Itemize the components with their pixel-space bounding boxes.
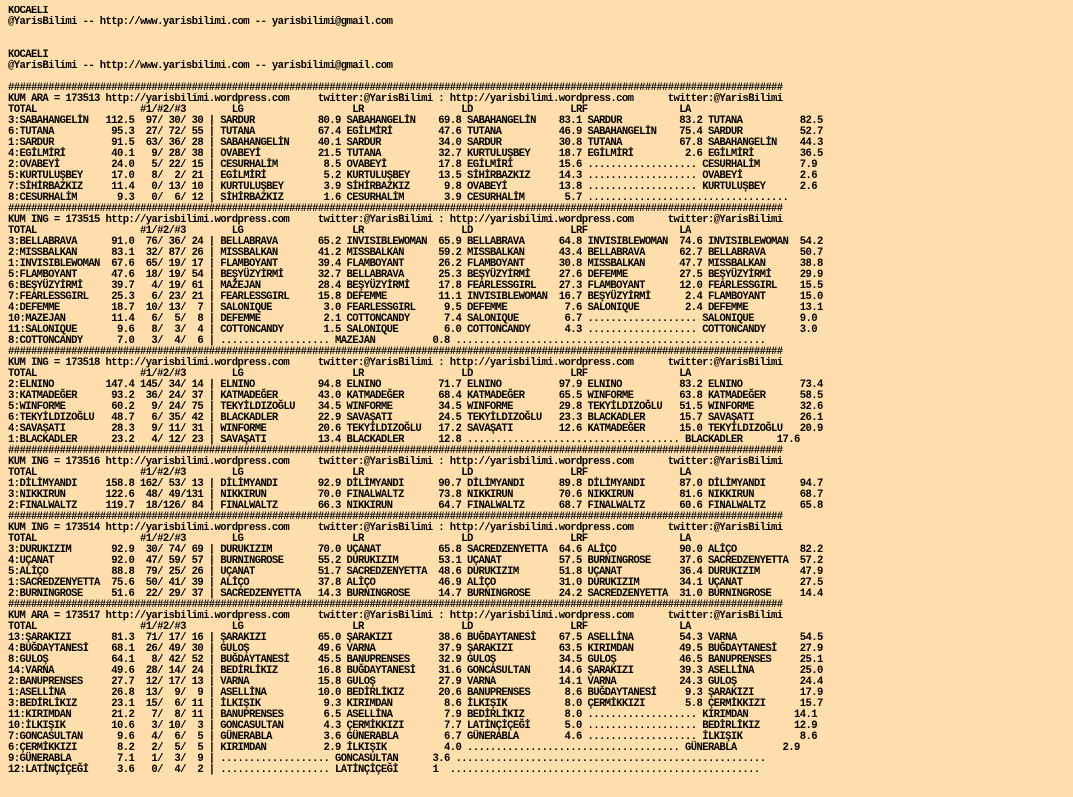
column-header: TOTAL #1/#2/#3 LG LR LD LRF LA	[8, 225, 691, 237]
race-header: KUM ARA = 173513 http://yarisbilimi.wordpress.com twitter:@YarisBilimi : http://yarisbilimi.wordpress.com twitter:@YarisBilimi	[8, 93, 783, 105]
result-line: 13:ŞARAKIZI 81.3 71/ 17/ 16 | ŞARAKIZI 65.0 ŞARAKIZI 38.6 BUĞDAYTANESİ 67.5 ASELLİNA 54.3 VARNA 54.5	[8, 632, 823, 644]
result-line: 3:NIKKIRUN 122.6 48/ 49/131 | NIKKIRUN 70.0 FINALWALTZ 73.8 NIKKIRUN 70.6 NIKKIRUN 81.6 NIKKIRUN 68.7	[8, 489, 823, 501]
result-line: 4:SAVAŞATI 28.3 9/ 11/ 31 | WINFORME 20.6 TEKYİLDIZOĞLU 17.2 SAVAŞATI 12.6 KATMADEĞER 15.0 TEKYİLDIZOĞLU 20.9	[8, 423, 823, 435]
result-line: 5:ALİÇO 88.8 79/ 25/ 26 | UÇANAT 51.7 SACREDZENYETTA 48.6 DURUKIZIM 51.8 UÇANAT 36.4 DURUKIZIM 47.9	[8, 566, 823, 578]
result-line: 1:BLACKADLER 23.2 4/ 12/ 23 | SAVAŞATI 13.4 BLACKADLER 12.8 ..................................... BLACKADLER 17.6	[8, 434, 800, 446]
result-line: 1:ASELLİNA 26.8 13/ 9/ 9 | ASELLİNA 10.0 BEDİRLİKIZ 20.6 BANUPRENSES 8.6 BUĞDAYTANESİ 9.3 ŞARAKIZI 17.9	[8, 687, 823, 699]
header-title: KOCAELI	[8, 6, 49, 17]
result-line: 3:BEDİRLİKIZ 23.1 15/ 6/ 11 | İLKIŞIK 9.3 KIRIMDAN 8.6 İLKIŞIK 8.0 ÇERMİKKIZI 5.8 ÇERMİKKIZI 15.7	[8, 698, 823, 710]
column-header: TOTAL #1/#2/#3 LG LR LD LRF LA	[8, 533, 691, 545]
spacer	[8, 28, 1070, 50]
result-line: 12:LATİNÇİÇEĞİ 3.6 0/ 4/ 2 | ................... LATİNÇİÇEĞİ 1 ......................................................	[8, 764, 760, 776]
section-divider: #######################################################################################################################################	[8, 203, 783, 215]
column-header: TOTAL #1/#2/#3 LG LR LD LRF LA	[8, 621, 691, 633]
race-header: KUM ING = 173518 http://yarisbilimi.wordpress.com twitter:@YarisBilimi : http://yarisbilimi.wordpress.com twitter:@YarisBilimi	[8, 357, 783, 369]
result-line: 9:GÜNERABLA 7.1 1/ 3/ 9 | ................... GONCASULTAN 3.6 ......................................................	[8, 753, 766, 765]
result-line: 3:KATMADEĞER 93.2 36/ 24/ 37 | KATMADEĞER 43.0 KATMADEĞER 68.4 KATMADEĞER 65.5 WINFORME 63.8 KATMADEĞER 58.5	[8, 390, 823, 402]
result-line: 2:OVABEYİ 24.0 5/ 22/ 15 | CESURHALİM 8.5 OVABEYİ 17.8 EGİLMİRİ 15.6 ................... CESURHALİM 7.9	[8, 159, 817, 171]
section-divider: #######################################################################################################################################	[8, 82, 783, 94]
page-header	[8, 6, 1070, 28]
result-line: 5:WINFORME 60.2 9/ 24/ 75 | TEKYİLDIZOĞLU 34.5 WINFORME 34.5 WINFORME 29.8 TEKYİLDIZOĞLU 51.5 WINFORME 32.6	[8, 401, 823, 413]
result-line: 4:UÇANAT 92.0 47/ 59/ 57 | BURNINGROSE 55.2 DURUKIZIM 53.1 UÇANAT 57.5 BURNINGROSE 37.6 SACREDZENYETTA 57.2	[8, 555, 823, 567]
result-line: 8:COTTONCANDY 7.0 3/ 4/ 6 | ................... MAZEJAN 0.8 ......................................................	[8, 335, 766, 347]
result-line: 4:DEFEMME 18.7 10/ 13/ 7 | SALONIQUE 3.0 FEARLESSGIRL 9.5 DEFEMME 7.6 SALONIQUE 2.4 DEFEMME 13.1	[8, 302, 823, 314]
result-line: 2:ELNINO 147.4 145/ 34/ 14 | ELNINO 94.8 ELNINO 71.7 ELNINO 97.9 ELNINO 83.2 ELNINO 73.4	[8, 379, 823, 391]
result-line: 8:GULOŞ 64.1 8/ 42/ 52 | BUĞDAYTANESİ 45.5 BANUPRENSES 32.9 GULOŞ 34.5 GULOŞ 46.5 BANUPRENSES 25.1	[8, 654, 823, 666]
result-line: 6:BEŞYÜZYİRMİ 39.7 4/ 19/ 61 | MAŽEJAN 28.4 BEŞYÜZYİRMİ 17.8 FEARLESSGIRL 27.3 FLAMBOYANT 12.0 FEARLESSGIRL 15.5	[8, 280, 823, 292]
column-header: TOTAL #1/#2/#3 LG LR LD LRF LA	[8, 368, 691, 380]
result-line: 7:GONCASULTAN 9.6 4/ 6/ 5 | GÜNERABLA 3.6 GÜNERABLA 6.7 GÜNERABLA 4.6 ................... İLKIŞIK 8.6	[8, 731, 817, 743]
result-line: 3:SABAHANGELİN 112.5 97/ 30/ 30 | SARDUR 80.9 SABAHANGELİN 69.8 SABAHANGELİN 83.1 SARDUR 83.2 TUTANA 82.5	[8, 115, 823, 127]
result-line: 6:TUTANA 95.3 27/ 72/ 55 | TUTANA 67.4 EGİLMİRİ 47.6 TUTANA 46.9 SABAHANGELİN 75.4 SARDUR 52.7	[8, 126, 823, 138]
header-credit: @YarisBilimi -- http://www.yarisbilimi.com -- yarisbilimi@gmail.com	[8, 16, 393, 28]
results-page	[8, 6, 1070, 776]
result-line: 10:İLKIŞIK 10.6 3/ 10/ 3 | GONCASULTAN 4.3 ÇERMİKKIZI 7.7 LATİNÇİÇEĞİ 5.0 ................... BEDİRLİKIZ 12.9	[8, 720, 817, 732]
result-line: 7:FEARLESSGIRL 25.3 6/ 23/ 21 | FEARLESSGIRL 15.8 DEFEMME 11.1 INVISIBLEWOMAN 16.7 BEŞYÜZYİRMİ 2.4 FLAMBOYANT 15.0	[8, 291, 823, 303]
section-divider: #######################################################################################################################################	[8, 346, 783, 358]
result-line: 6:TEKYİLDIZOĞLU 48.7 6/ 35/ 42 | BLACKADLER 22.9 SAVAŞATI 24.5 TEKYİLDIZOĞLU 23.3 BLACKADLER 15.7 SAVAŞATI 26.1	[8, 412, 823, 424]
section-divider: #######################################################################################################################################	[8, 445, 783, 457]
result-line: 1:SACREDZENYETTA 75.6 50/ 41/ 39 | ALİÇO 37.8 ALİÇO 46.9 ALİÇO 31.0 DURUKIZIM 34.1 UÇANAT 27.5	[8, 577, 823, 589]
result-line: 3:BELLABRAVA 91.0 76/ 36/ 24 | BELLABRAVA 65.2 INVISIBLEWOMAN 65.9 BELLABRAVA 64.8 INVISIBLEWOMAN 74.6 INVISIBLEWOMAN 54.2	[8, 236, 823, 248]
header-title-repeat: KOCAELI	[8, 49, 49, 61]
section-divider: #######################################################################################################################################	[8, 511, 783, 523]
result-line: 2:FINALWALTZ 119.7 18/126/ 84 | FINALWALTZ 66.3 NIKKIRUN 64.7 FINALWALTZ 68.7 FINALWALTZ 60.6 FINALWALTZ 65.8	[8, 500, 823, 512]
race-header: KUM ARA = 173517 http://yarisbilimi.wordpress.com twitter:@YarisBilimi : http://yarisbilimi.wordpress.com twitter:@YarisBilimi	[8, 610, 783, 622]
result-line: 1:DİLİMYANDI 158.8 162/ 53/ 13 | DİLİMYANDI 92.9 DİLİMYANDI 90.7 DİLİMYANDI 89.8 DİLİMYANDI 87.0 DİLİMYANDI 94.7	[8, 478, 823, 490]
result-line: 1:SARDUR 91.5 63/ 36/ 28 | SABAHANGELİN 40.1 SARDUR 34.0 SARDUR 30.8 TUTANA 67.8 SABAHANGELİN 44.3	[8, 137, 823, 149]
result-line: 11:KIRIMDAN 21.2 7/ 8/ 11 | BANUPRENSES 6.5 ASELLİNA 7.9 BEDİRLİKIZ 8.0 ................... KIRIMDAN 14.1	[8, 709, 817, 721]
page-header-repeat	[8, 50, 1070, 72]
result-line: 6:ÇERMİKKIZI 8.2 2/ 5/ 5 | KIRIMDAN 2.9 İLKIŞIK 4.0 ..................................... GÜNERABLA 2.9	[8, 742, 800, 754]
result-line: 4:EGİLMİRİ 40.1 9/ 28/ 38 | OVABEYİ 21.5 TUTANA 32.7 KURTULUŞBEY 18.7 EGİLMİRİ 2.6 EGİLMİRİ 36.5	[8, 148, 823, 160]
header-credit-repeat: @YarisBilimi -- http://www.yarisbilimi.com -- yarisbilimi@gmail.com	[8, 60, 393, 72]
result-line: 2:BURNINGROSE 51.6 22/ 29/ 37 | SACREDZENYETTA 14.3 BURNINGROSE 14.7 BURNINGROSE 24.2 SACREDZENYETTA 31.0 BURNINGROSE 14.4	[8, 588, 823, 600]
result-line: 1:INVISIBLEWOMAN 67.6 65/ 19/ 17 | FLAMBOYANT 39.4 FLAMBOYANT 26.2 FLAMBOYANT 30.8 MISSBALKAN 47.7 MISSBALKAN 38.8	[8, 258, 823, 270]
result-line: 2:BANUPRENSES 27.7 12/ 17/ 13 | VARNA 15.8 GULOŞ 27.9 VARNA 14.1 VARNA 24.3 GULOŞ 24.4	[8, 676, 823, 688]
section-divider: #######################################################################################################################################	[8, 599, 783, 611]
race-header: KUM ING = 173515 http://yarisbilimi.wordpress.com twitter:@YarisBilimi : http://yarisbilimi.wordpress.com twitter:@YarisBilimi	[8, 214, 783, 226]
result-line: 5:KURTULUŞBEY 17.0 8/ 2/ 21 | EGİLMİRİ 5.2 KURTULUŞBEY 13.5 SİHİRBAZKIZ 14.3 ................... OVABEYİ 2.6	[8, 170, 817, 182]
column-header: TOTAL #1/#2/#3 LG LR LD LRF LA	[8, 104, 691, 116]
race-header: KUM ING = 173516 http://yarisbilimi.wordpress.com twitter:@YarisBilimi : http://yarisbilimi.wordpress.com twitter:@YarisBilimi	[8, 456, 783, 468]
result-line: 5:FLAMBOYANT 47.6 18/ 19/ 54 | BEŞYÜZYİRMİ 32.7 BELLABRAVA 25.3 BEŞYÜZYİRMİ 27.6 DEFEMME 27.5 BEŞYÜZYİRMİ 29.9	[8, 269, 823, 281]
column-header: TOTAL #1/#2/#3 LG LR LD LRF LA	[8, 467, 691, 479]
result-line: 14:VARNA 49.6 28/ 14/ 24 | BEDİRLİKIZ 16.8 BUĞDAYTANESİ 31.6 GONCASULTAN 14.6 ŞARAKIZI 39.3 ASELLİNA 25.0	[8, 665, 823, 677]
result-line: 7:SİHİRBAZKIZ 11.4 0/ 13/ 10 | KURTULUŞBEY 3.9 SİHİRBAZKIZ 9.8 OVABEYİ 13.8 ................... KURTULUŞBEY 2.6	[8, 181, 817, 193]
race-header: KUM ING = 173514 http://yarisbilimi.wordpress.com twitter:@YarisBilimi : http://yarisbilimi.wordpress.com twitter:@YarisBilimi	[8, 522, 783, 534]
result-line: 2:MISSBALKAN 83.1 32/ 87/ 26 | MISSBALKAN 41.2 MISSBALKAN 59.2 MISSBALKAN 43.4 BELLABRAVA 62.7 BELLABRAVA 50.7	[8, 247, 823, 259]
result-line: 10:MAZEJAN 11.4 6/ 5/ 8 | DEFEMME 2.1 COTTONCANDY 7.4 SALONIQUE 6.7 ................... SALONIQUE 9.0	[8, 313, 817, 325]
result-line: 11:SALONIQUE 9.6 8/ 3/ 4 | COTTONCANDY 1.5 SALONIQUE 6.0 COTTONCANDY 4.3 ................... COTTONCANDY 3.0	[8, 324, 817, 336]
result-line: 8:CESURHALİM 9.3 0/ 6/ 12 | SİHİRBAZKIZ 1.6 CESURHALİM 3.9 CESURHALİM 5.7 ...................................	[8, 192, 789, 204]
result-line: 3:DURUKIZIM 92.9 30/ 74/ 69 | DURUKIZIM 70.0 UÇANAT 65.8 SACREDZENYETTA 64.6 ALİÇO 90.0 ALİÇO 82.2	[8, 544, 823, 556]
result-line: 4:BUĞDAYTANESİ 68.1 26/ 49/ 30 | GULOŞ 49.6 VARNA 37.9 ŞARAKIZI 63.5 KIRIMDAN 49.5 BUĞDAYTANESİ 27.9	[8, 643, 823, 655]
results-table	[8, 83, 1070, 776]
